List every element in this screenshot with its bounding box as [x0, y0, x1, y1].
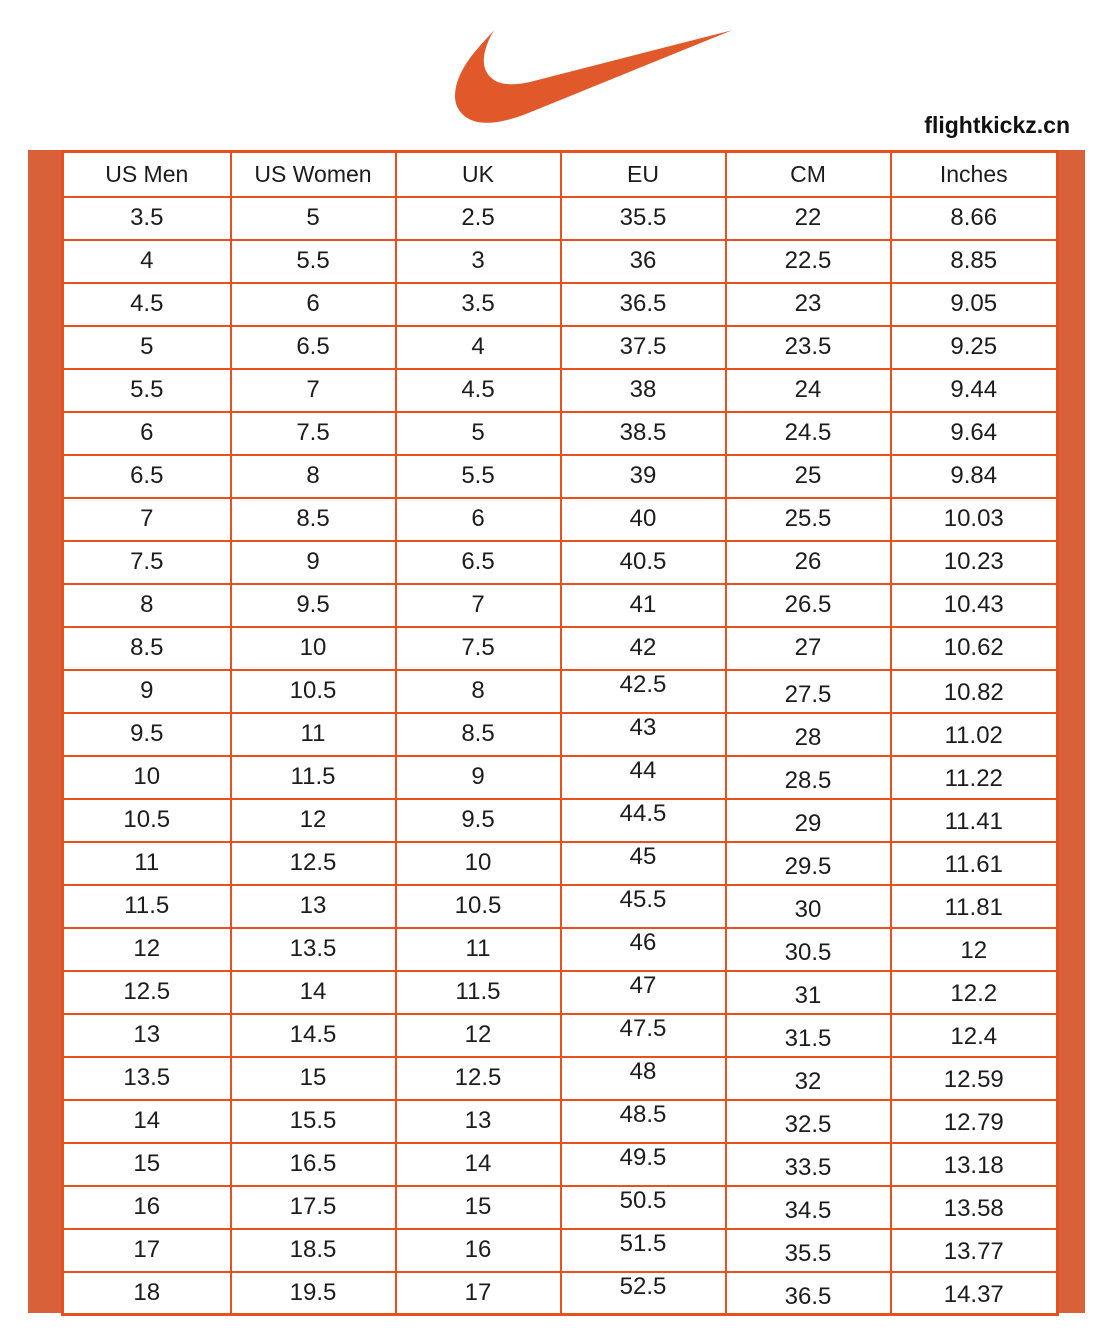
- table-cell: 31: [726, 971, 891, 1014]
- table-cell: 3: [396, 240, 561, 283]
- table-cell: 39: [561, 455, 726, 498]
- table-cell: 12.4: [891, 1014, 1058, 1057]
- table-cell: 8.66: [891, 197, 1058, 240]
- table-row: [63, 541, 1058, 584]
- table-cell: 27.5: [726, 670, 891, 713]
- table-cell: 36: [561, 240, 726, 283]
- table-cell: 11.61: [891, 842, 1058, 885]
- table-cell: 28.5: [726, 756, 891, 799]
- header-row: [63, 152, 1058, 197]
- table-cell: 5.5: [231, 240, 396, 283]
- table-cell: 13.18: [891, 1143, 1058, 1186]
- table-cell: 9.84: [891, 455, 1058, 498]
- table-row: [63, 670, 1058, 713]
- table-cell: 13.5: [231, 928, 396, 971]
- table-cell: 28: [726, 713, 891, 756]
- table-cell: 15: [63, 1143, 231, 1186]
- table-cell: 7.5: [231, 412, 396, 455]
- table-cell: 13: [231, 885, 396, 928]
- table-cell: 6.5: [63, 455, 231, 498]
- table-cell: 14: [396, 1143, 561, 1186]
- table-cell: 11.5: [63, 885, 231, 928]
- table-cell: 12.5: [396, 1057, 561, 1100]
- table-row: [63, 885, 1058, 928]
- table-cell: 6: [63, 412, 231, 455]
- table-cell: 15.5: [231, 1100, 396, 1143]
- table-cell: 4.5: [63, 283, 231, 326]
- table-cell: 13: [396, 1100, 561, 1143]
- table-cell: 12: [396, 1014, 561, 1057]
- table-cell: 29: [726, 799, 891, 842]
- table-cell: 26.5: [726, 584, 891, 627]
- table-cell: 40.5: [561, 541, 726, 584]
- table-cell: 4: [396, 326, 561, 369]
- table-cell: 37.5: [561, 326, 726, 369]
- table-row: [63, 498, 1058, 541]
- table-cell: 13: [63, 1014, 231, 1057]
- table-row: [63, 369, 1058, 412]
- table-row: [63, 283, 1058, 326]
- table-cell: 10.23: [891, 541, 1058, 584]
- table-row: [63, 240, 1058, 283]
- table-cell: 17: [63, 1229, 231, 1272]
- table-cell: 6.5: [396, 541, 561, 584]
- table-cell: 6.5: [231, 326, 396, 369]
- table-cell: 45.5: [561, 885, 726, 928]
- site-watermark: flightkickz.cn: [924, 112, 1070, 138]
- table-cell: 17.5: [231, 1186, 396, 1229]
- table-cell: 14: [231, 971, 396, 1014]
- table-cell: 12.79: [891, 1100, 1058, 1143]
- table-cell: 51.5: [561, 1229, 726, 1272]
- table-cell: 4.5: [396, 369, 561, 412]
- table-cell: 11.41: [891, 799, 1058, 842]
- table-cell: 15: [396, 1186, 561, 1229]
- table-cell: 43: [561, 713, 726, 756]
- table-cell: 13.5: [63, 1057, 231, 1100]
- table-row: [63, 1100, 1058, 1143]
- table-cell: 6: [396, 498, 561, 541]
- table-cell: 12.2: [891, 971, 1058, 1014]
- table-cell: 10: [231, 627, 396, 670]
- table-cell: 11: [63, 842, 231, 885]
- table-cell: 3.5: [396, 283, 561, 326]
- table-cell: 24: [726, 369, 891, 412]
- table-cell: 44: [561, 756, 726, 799]
- table-cell: 25.5: [726, 498, 891, 541]
- table-cell: 35.5: [561, 197, 726, 240]
- table-cell: 17: [396, 1272, 561, 1315]
- table-cell: 18: [63, 1272, 231, 1315]
- table-cell: 8: [396, 670, 561, 713]
- table-row: [63, 713, 1058, 756]
- table-cell: 2.5: [396, 197, 561, 240]
- table-cell: 45: [561, 842, 726, 885]
- table-cell: 12: [231, 799, 396, 842]
- table-cell: 48.5: [561, 1100, 726, 1143]
- table-cell: 5.5: [396, 455, 561, 498]
- left-accent-bar: [28, 150, 61, 1313]
- table-cell: 11.02: [891, 713, 1058, 756]
- table-cell: 3.5: [63, 197, 231, 240]
- table-cell: 14.37: [891, 1272, 1058, 1315]
- table-cell: 10.5: [63, 799, 231, 842]
- table-cell: 8: [63, 584, 231, 627]
- table-cell: 9.25: [891, 326, 1058, 369]
- table-row: [63, 1143, 1058, 1186]
- table-cell: 26: [726, 541, 891, 584]
- table-cell: 40: [561, 498, 726, 541]
- table-cell: 7: [63, 498, 231, 541]
- column-header: US Women: [231, 152, 396, 197]
- table-cell: 49.5: [561, 1143, 726, 1186]
- table-body: [63, 197, 1058, 1315]
- table-cell: 13.58: [891, 1186, 1058, 1229]
- table-cell: 5: [231, 197, 396, 240]
- table-row: [63, 1057, 1058, 1100]
- table-cell: 42.5: [561, 670, 726, 713]
- table-cell: 9.64: [891, 412, 1058, 455]
- table-cell: 9.44: [891, 369, 1058, 412]
- table-cell: 9: [231, 541, 396, 584]
- table-cell: 9.5: [63, 713, 231, 756]
- table-cell: 41: [561, 584, 726, 627]
- table-cell: 22: [726, 197, 891, 240]
- table-cell: 27: [726, 627, 891, 670]
- table-cell: 15: [231, 1057, 396, 1100]
- table-cell: 12.59: [891, 1057, 1058, 1100]
- table-cell: 25: [726, 455, 891, 498]
- table-cell: 36.5: [561, 283, 726, 326]
- table-cell: 10.03: [891, 498, 1058, 541]
- table-cell: 8.5: [63, 627, 231, 670]
- table-cell: 36.5: [726, 1272, 891, 1315]
- table-cell: 9.5: [231, 584, 396, 627]
- nike-swoosh-icon: [455, 28, 732, 125]
- table-cell: 12: [891, 928, 1058, 971]
- table-row: [63, 799, 1058, 842]
- table-cell: 12.5: [63, 971, 231, 1014]
- table-header: [63, 152, 1058, 197]
- table-cell: 34.5: [726, 1186, 891, 1229]
- table-row: [63, 455, 1058, 498]
- table-cell: 8.5: [396, 713, 561, 756]
- table-cell: 50.5: [561, 1186, 726, 1229]
- table-cell: 7.5: [396, 627, 561, 670]
- table-cell: 5: [63, 326, 231, 369]
- table-cell: 4: [63, 240, 231, 283]
- table-cell: 5.5: [63, 369, 231, 412]
- table-cell: 32.5: [726, 1100, 891, 1143]
- table-cell: 29.5: [726, 842, 891, 885]
- table-cell: 11.5: [396, 971, 561, 1014]
- table-cell: 8.5: [231, 498, 396, 541]
- table-cell: 11: [231, 713, 396, 756]
- table-cell: 32: [726, 1057, 891, 1100]
- table-cell: 11.22: [891, 756, 1058, 799]
- table-cell: 9.05: [891, 283, 1058, 326]
- nike-swoosh-logo: [455, 28, 732, 125]
- table-cell: 23: [726, 283, 891, 326]
- table-cell: 12: [63, 928, 231, 971]
- table-row: [63, 584, 1058, 627]
- table-cell: 9: [396, 756, 561, 799]
- table-cell: 7: [396, 584, 561, 627]
- table-cell: 16: [396, 1229, 561, 1272]
- table-row: [63, 928, 1058, 971]
- column-header: UK: [396, 152, 561, 197]
- table-cell: 10.62: [891, 627, 1058, 670]
- table-cell: 11: [396, 928, 561, 971]
- table-cell: 10.82: [891, 670, 1058, 713]
- table-cell: 48: [561, 1057, 726, 1100]
- table-cell: 44.5: [561, 799, 726, 842]
- table-cell: 30.5: [726, 928, 891, 971]
- table-cell: 16: [63, 1186, 231, 1229]
- table-cell: 22.5: [726, 240, 891, 283]
- table-cell: 24.5: [726, 412, 891, 455]
- size-conversion-table: [61, 150, 1059, 1316]
- table-cell: 35.5: [726, 1229, 891, 1272]
- table-cell: 33.5: [726, 1143, 891, 1186]
- table-cell: 38.5: [561, 412, 726, 455]
- table-row: [63, 1014, 1058, 1057]
- table-cell: 10.5: [396, 885, 561, 928]
- table-cell: 52.5: [561, 1272, 726, 1315]
- table-cell: 8: [231, 455, 396, 498]
- table-row: [63, 627, 1058, 670]
- table-cell: 10.5: [231, 670, 396, 713]
- table-row: [63, 842, 1058, 885]
- table-cell: 47.5: [561, 1014, 726, 1057]
- table-cell: 11.5: [231, 756, 396, 799]
- table-cell: 9: [63, 670, 231, 713]
- table-row: [63, 756, 1058, 799]
- table-row: [63, 1186, 1058, 1229]
- table-cell: 13.77: [891, 1229, 1058, 1272]
- table-cell: 46: [561, 928, 726, 971]
- table-cell: 42: [561, 627, 726, 670]
- table-cell: 6: [231, 283, 396, 326]
- table-row: [63, 1272, 1058, 1315]
- table-cell: 30: [726, 885, 891, 928]
- table-cell: 10.43: [891, 584, 1058, 627]
- table-cell: 18.5: [231, 1229, 396, 1272]
- column-header: CM: [726, 152, 891, 197]
- column-header: Inches: [891, 152, 1058, 197]
- column-header: US Men: [63, 152, 231, 197]
- table-row: [63, 197, 1058, 240]
- table-cell: 31.5: [726, 1014, 891, 1057]
- table-cell: 7: [231, 369, 396, 412]
- table-cell: 47: [561, 971, 726, 1014]
- table-cell: 5: [396, 412, 561, 455]
- table-cell: 19.5: [231, 1272, 396, 1315]
- table-cell: 12.5: [231, 842, 396, 885]
- table-cell: 14.5: [231, 1014, 396, 1057]
- table-row: [63, 326, 1058, 369]
- table-row: [63, 971, 1058, 1014]
- right-accent-bar: [1056, 150, 1085, 1313]
- table-cell: 38: [561, 369, 726, 412]
- column-header: EU: [561, 152, 726, 197]
- table-cell: 14: [63, 1100, 231, 1143]
- table-cell: 10: [63, 756, 231, 799]
- table-cell: 16.5: [231, 1143, 396, 1186]
- table-cell: 9.5: [396, 799, 561, 842]
- table-cell: 11.81: [891, 885, 1058, 928]
- table-cell: 23.5: [726, 326, 891, 369]
- table-row: [63, 1229, 1058, 1272]
- table-cell: 10: [396, 842, 561, 885]
- table-cell: 7.5: [63, 541, 231, 584]
- table-row: [63, 412, 1058, 455]
- table-cell: 8.85: [891, 240, 1058, 283]
